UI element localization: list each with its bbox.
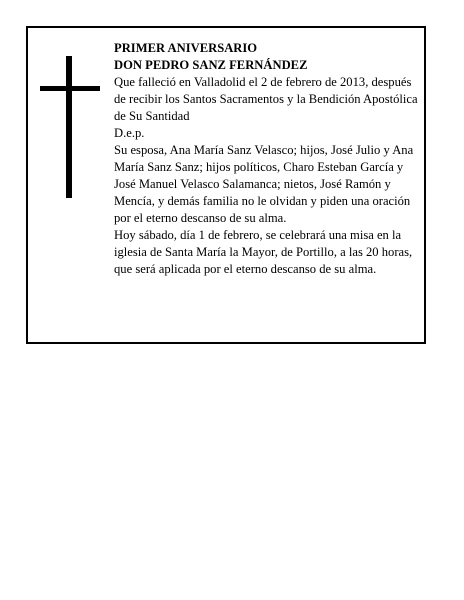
obituary-notice [26, 26, 426, 344]
notice-paragraph-death: Que falleció en Valladolid el 2 de febrero de 2013, después de recibir los Santos Sacramentos y la Bendición Apostólica de Su Santidad [114, 75, 418, 123]
notice-paragraph-family: Su esposa, Ana María Sanz Velasco; hijos, José Julio y Ana María Sanz Sanz; hijos políticos, Charo Esteban García y José Manuel Velasco Salamanca; nietos, José Ramón y Mencía, y demás familia no le olvidan y piden una oración por el eterno descanso de su alma. [114, 143, 414, 225]
cross-vertical-bar [66, 56, 72, 198]
notice-text [114, 40, 424, 278]
cross-horizontal-bar [40, 86, 100, 91]
notice-paragraph-mass: Hoy sábado, día 1 de febrero, se celebrará una misa en la iglesia de Santa María la Mayor, de Portillo, a las 20 horas, que será aplicada por el eterno descanso de su alma. [114, 228, 413, 276]
notice-paragraph-dep: D.e.p. [114, 126, 145, 140]
notice-heading-anniversary: PRIMER ANIVERSARIO [114, 41, 258, 55]
notice-heading-name: DON PEDRO SANZ FERNÁNDEZ [114, 58, 308, 72]
cross-icon [40, 56, 100, 198]
